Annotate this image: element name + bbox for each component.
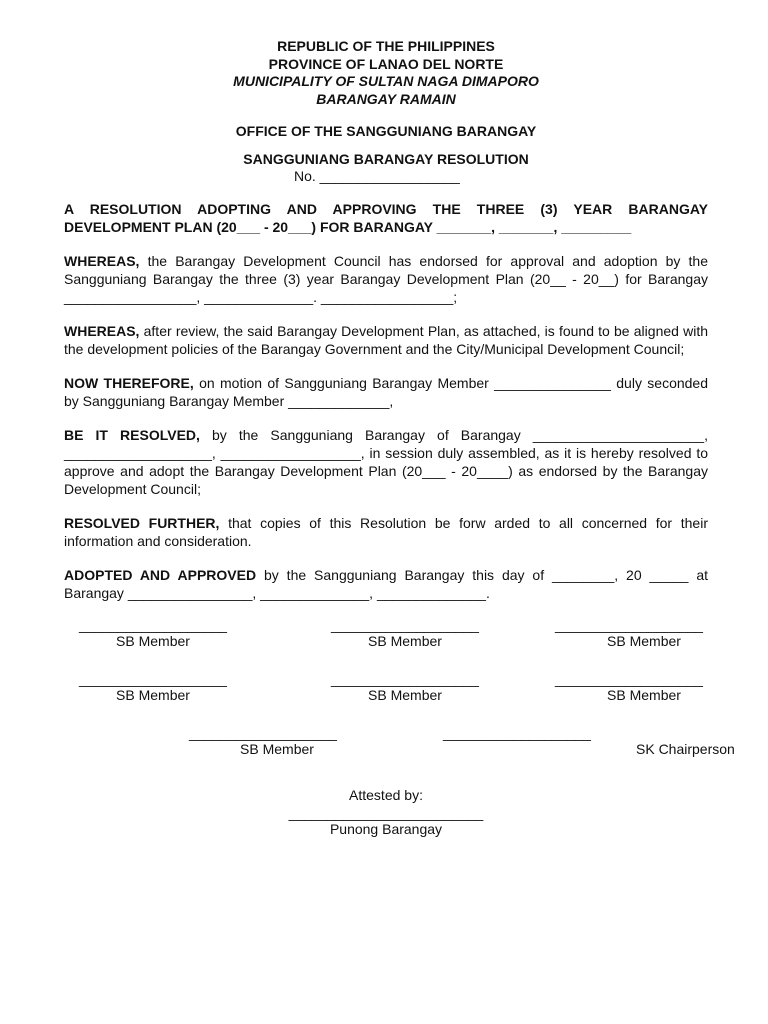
- attestation-block: [64, 786, 708, 838]
- signature-line: _________________________: [288, 805, 484, 821]
- paragraph-text: that copies of this Resolution be forw arded to all concerned for their information and consideration.: [64, 515, 708, 549]
- adopted-approved-paragraph: [64, 566, 708, 602]
- signature-block: [434, 725, 735, 758]
- paragraph-text: by the Sangguniang Barangay this day of ________, 20 _____ at Barangay ________________, ______________, ______________.: [64, 567, 709, 601]
- now-therefore-paragraph: [64, 374, 708, 410]
- signature-block: [546, 618, 712, 650]
- punong-barangay-title: Punong Barangay: [329, 821, 443, 837]
- signature-block: [70, 672, 236, 704]
- signature-line: ___________________: [331, 671, 479, 687]
- signature-block: [546, 672, 712, 704]
- signature-row-3: [64, 725, 735, 780]
- signature-line: ___________________: [79, 617, 227, 633]
- signature-block: [322, 618, 488, 650]
- paragraph-text: on motion of Sangguniang Barangay Member _______________ duly seconded by Sangguniang Barangay Member _____________,: [64, 375, 708, 409]
- header-province: PROVINCE OF LANAO DEL NORTE: [268, 55, 504, 72]
- signature-line: ___________________: [555, 671, 703, 687]
- signatory-title: SB Member: [607, 633, 681, 649]
- signature-block: [180, 726, 346, 758]
- paragraph-text: after review, the said Barangay Development Plan, as attached, is found to be aligned with the development policies of the Barangay Government and the City/Municipal Development Council;: [64, 323, 708, 357]
- subject-line-1: A RESOLUTION ADOPTING AND APPROVING THE THREE (3) YEAR BARANGAY: [64, 201, 708, 217]
- paragraph-text: by the Sangguniang Barangay of Barangay ______________________, ___________________, __________________, in session duly assembled, as it is hereby resolved to approve and adopt the Barangay Development Plan (20___ - 20____) as endorsed by the Barangay Development Council;: [64, 427, 708, 497]
- resolved-further-paragraph: [64, 514, 708, 550]
- subject-line-2: DEVELOPMENT PLAN (20___ - 20___) FOR BARANGAY _______, _______, _________: [64, 219, 632, 235]
- signature-line: ___________________: [189, 725, 337, 741]
- whereas-paragraph-1: [64, 252, 708, 306]
- paragraph-lead: NOW THEREFORE,: [64, 375, 194, 391]
- signature-line: ___________________: [331, 617, 479, 633]
- signatory-title: SB Member: [240, 741, 314, 757]
- resolution-number: No. __________________: [294, 168, 460, 184]
- signatory-title: SB Member: [116, 633, 190, 649]
- signatory-title: SB Member: [368, 633, 442, 649]
- signatory-title: SB Member: [368, 687, 442, 703]
- office-title: OFFICE OF THE SANGGUNIANG BARANGAY: [235, 123, 537, 139]
- header-municipality: MUNICIPALITY OF SULTAN NAGA DIMAPORO: [233, 73, 539, 89]
- paragraph-lead: WHEREAS,: [64, 253, 140, 269]
- paragraph-lead: WHEREAS,: [64, 323, 140, 339]
- header-barangay: BARANGAY RAMAIN: [316, 90, 456, 107]
- document-header: [64, 38, 708, 108]
- resolution-title: SANGGUNIANG BARANGAY RESOLUTION: [243, 151, 529, 167]
- signature-row-1: [64, 618, 708, 672]
- attested-by-label: Attested by:: [349, 787, 423, 803]
- whereas-paragraph-2: [64, 322, 708, 358]
- signatory-title: SB Member: [607, 687, 681, 703]
- signature-block: [70, 618, 236, 650]
- resolution-subject: [64, 200, 708, 236]
- paragraph-lead: ADOPTED AND APPROVED: [64, 567, 257, 583]
- paragraph-lead: RESOLVED FURTHER,: [64, 515, 220, 531]
- signatory-title: SB Member: [116, 687, 190, 703]
- signature-row-2: [64, 672, 708, 726]
- be-it-resolved-paragraph: [64, 426, 708, 498]
- signature-line: ___________________: [443, 725, 591, 741]
- paragraph-text: the Barangay Development Council has endorsed for approval and adoption by the Sangguniang Barangay the three (3) year Barangay Development Plan (20__ - 20__) for Barangay _________________, ______________. _________________;: [64, 253, 708, 305]
- paragraph-lead: BE IT RESOLVED,: [64, 427, 200, 443]
- signatory-title: SK Chairperson: [636, 741, 735, 757]
- signature-block: [322, 672, 488, 704]
- signature-line: ___________________: [79, 671, 227, 687]
- signature-line: ___________________: [555, 617, 703, 633]
- header-republic: REPUBLIC OF THE PHILIPPINES: [277, 38, 495, 54]
